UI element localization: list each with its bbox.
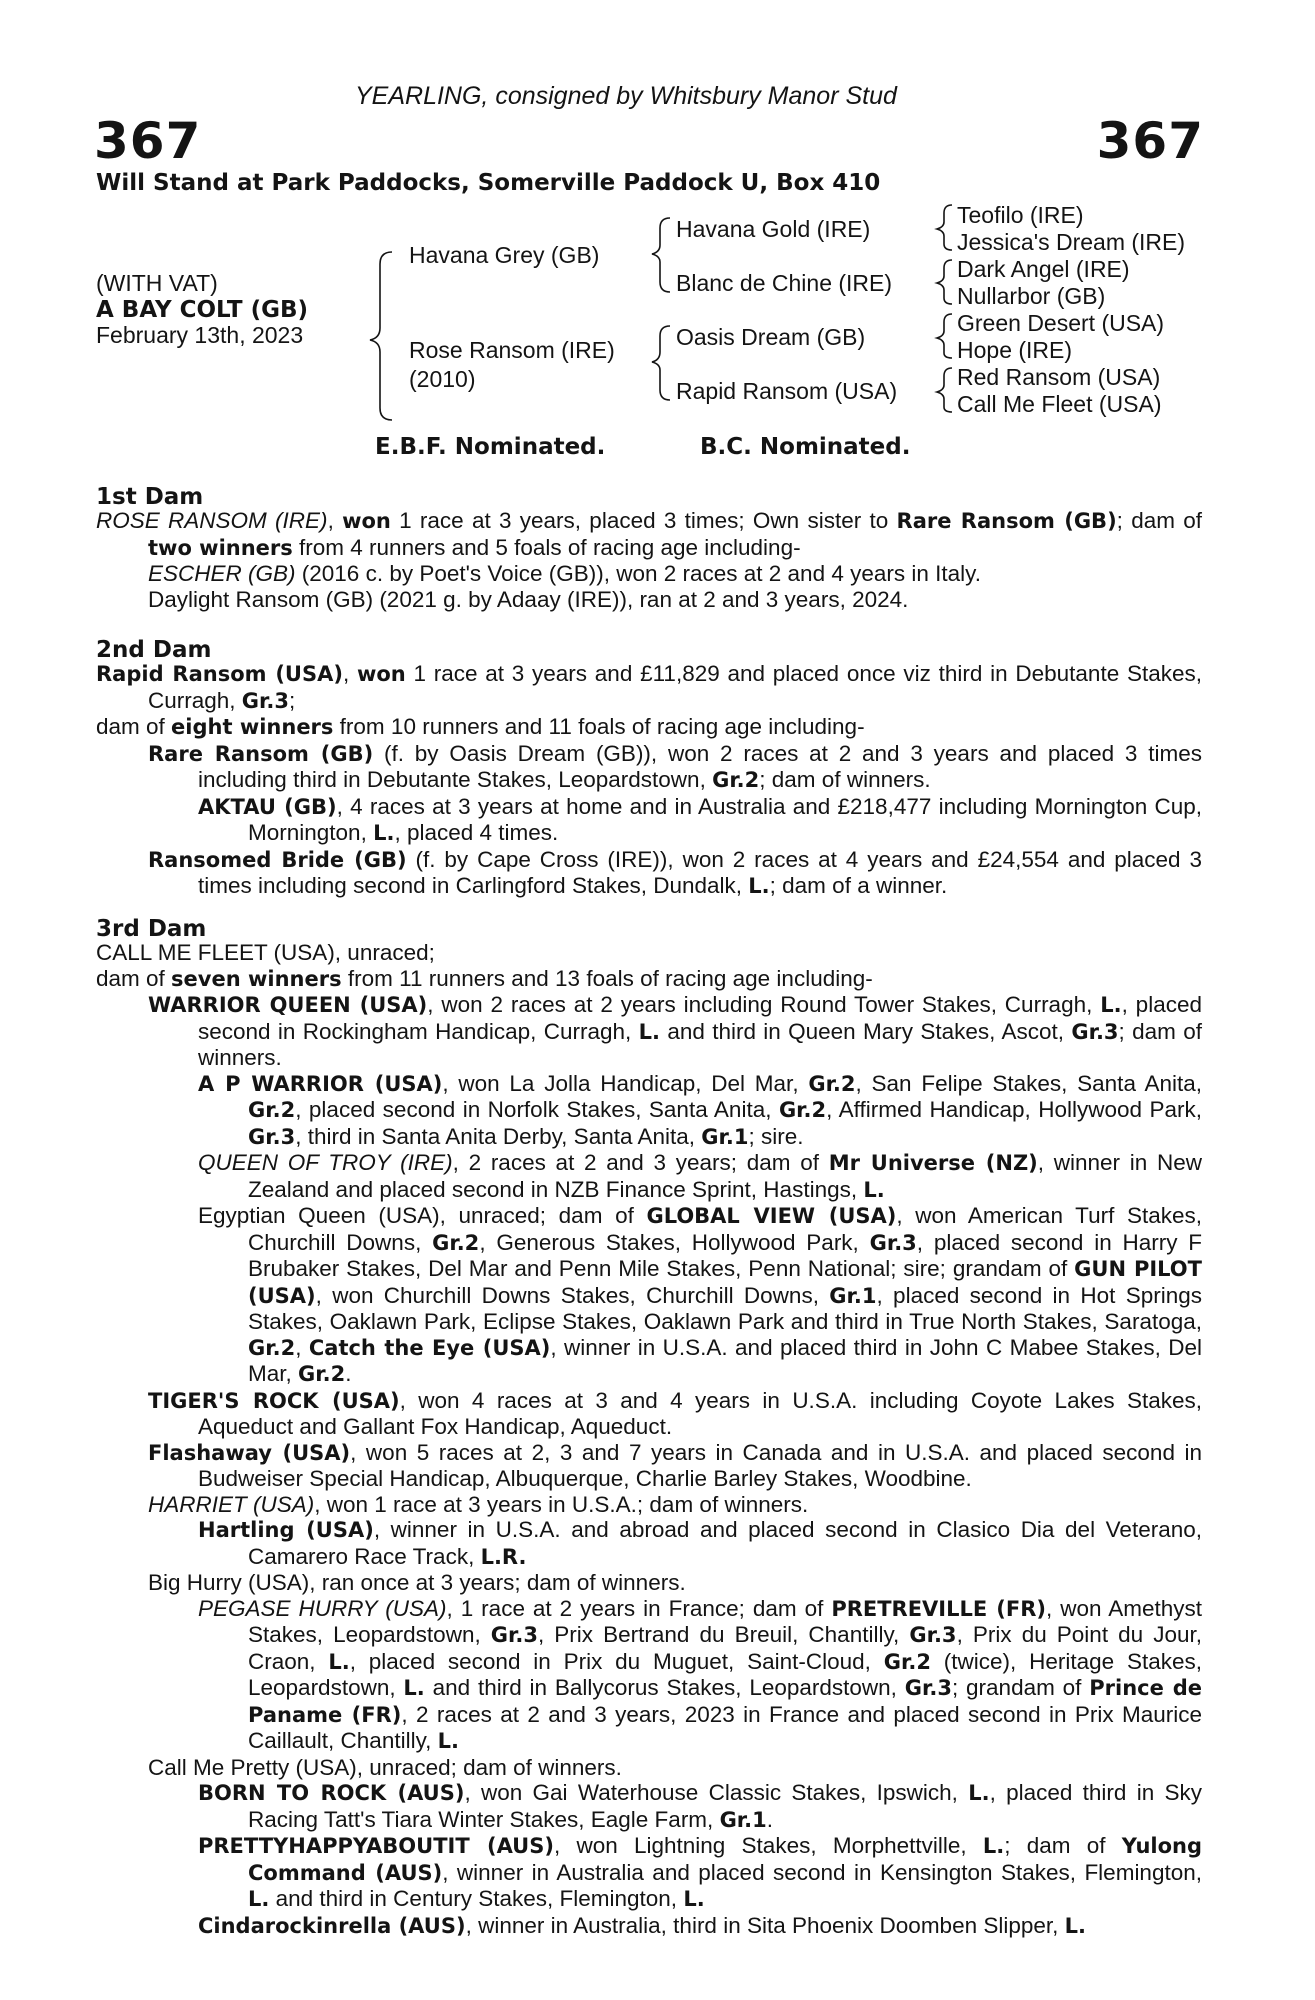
dam-sire: Oasis Dream (GB): [676, 324, 866, 350]
horse-name: A BAY COLT (GB): [96, 297, 309, 323]
second-dam-heading: 2nd Dam: [96, 637, 212, 663]
sire-dam-dam: Nullarbor (GB): [957, 283, 1106, 309]
sire-dam-sire: Dark Angel (IRE): [957, 256, 1130, 282]
second-dam-text: Rapid Ransom (USA), won 1 race at 3 years and £11,829 and placed once viz third in Debutante Stakes, Curragh, Gr.3; dam of eight winners from 10 runners and 11 foals of racing age including- Rare Ransom (GB) (f. by Oasis Dream (GB)), won 2 races at 2 and 3 years and placed 3 times including third in Debutante Stakes, Leopardstown, Gr.2; dam of winners. AKTAU (GB), 4 races at 3 years at home and in Australia and £218,477 including Mornington Cup, Mornington, L., placed 4 times. Ransomed Bride (GB) (f. by Cape Cross (IRE)), won 2 races at 4 years and £24,554 and placed 3 times including second in Carlingford Stakes, Dundalk, L.; dam of a winner.: [96, 661, 1202, 898]
first-dam-text: ROSE RANSOM (IRE), won 1 race at 3 years, placed 3 times; Own sister to Rare Ransom (GB); dam of two winners from 4 runners and 5 foals of racing age including- ESCHER (GB) (2016 c. by Poet's Voice (GB)), won 2 races at 2 and 4 years in Italy. Daylight Ransom (GB) (2021 g. by Adaay (IRE)), ran at 2 and 3 years, 2024.: [96, 508, 1202, 612]
foaling-date: February 13th, 2023: [96, 322, 304, 348]
first-dam-heading: 1st Dam: [96, 484, 204, 510]
vat-note: (WITH VAT): [96, 270, 218, 296]
sire-sire-sire: Teofilo (IRE): [957, 202, 1084, 228]
sire-dam: Blanc de Chine (IRE): [676, 270, 893, 296]
bc-nomination: B.C. Nominated.: [700, 434, 911, 460]
consignment-subtitle: YEARLING, consigned by Whitsbury Manor Stud: [355, 82, 897, 110]
dam-sire-sire: Green Desert (USA): [957, 310, 1165, 336]
lot-number-right: 367: [1096, 112, 1204, 170]
third-dam-heading: 3rd Dam: [96, 916, 207, 942]
ebf-nomination: E.B.F. Nominated.: [375, 434, 606, 460]
dam-dam-sire: Red Ransom (USA): [957, 364, 1161, 390]
dam-year: (2010): [409, 366, 476, 392]
sire: Havana Grey (GB): [409, 242, 600, 268]
dam-sire-dam: Hope (IRE): [957, 337, 1073, 363]
dam-dam: Rapid Ransom (USA): [676, 378, 898, 404]
third-dam-text: CALL ME FLEET (USA), unraced; dam of seven winners from 11 runners and 13 foals of racing age including- WARRIOR QUEEN (USA), won 2 races at 2 years including Round Tower Stakes, Curragh, L., placed second in Rockingham Handicap, Curragh, L. and third in Queen Mary Stakes, Ascot, Gr.3; dam of winners. A P WARRIOR (USA), won La Jolla Handicap, Del Mar, Gr.2, San Felipe Stakes, Santa Anita, Gr.2, placed second in Norfolk Stakes, Santa Anita, Gr.2, Affirmed Handicap, Hollywood Park, Gr.3, third in Santa Anita Derby, Santa Anita, Gr.1; sire. QUEEN OF TROY (IRE), 2 races at 2 and 3 years; dam of Mr Universe (NZ), winner in New Zealand and placed second in NZB Finance Sprint, Hastings, L. Egyptian Queen (USA), unraced; dam of GLOBAL VIEW (USA), won American Turf Stakes, Churchill Downs, Gr.2, Generous Stakes, Hollywood Park, Gr.3, placed second in Harry F Brubaker Stakes, Del Mar and Penn Mile Stakes, Penn National; sire; grandam of GUN PILOT (USA), won Churchill Downs Stakes, Churchill Downs, Gr.1, placed second in Hot Springs Stakes, Oaklawn Park, Eclipse Stakes, Oaklawn Park and third in True North Stakes, Saratoga, Gr.2, Catch the Eye (USA), winner in U.S.A. and placed third in John C Mabee Stakes, Del Mar, Gr.2. TIGER'S ROCK (USA), won 4 races at 3 and 4 years in U.S.A. including Coyote Lakes Stakes, Aqueduct and Gallant Fox Handicap, Aqueduct. Flashaway (USA), won 5 races at 2, 3 and 7 years in Canada and in U.S.A. and placed second in Budweiser Special Handicap, Albuquerque, Charlie Barley Stakes, Woodbine. HARRIET (USA), won 1 race at 3 years in U.S.A.; dam of winners. Hartling (USA), winner in U.S.A. and abroad and placed second in Clasico Dia del Veterano, Camarero Race Track, L.R. Big Hurry (USA), ran once at 3 years; dam of winners. PEGASE HURRY (USA), 1 race at 2 years in France; dam of PRETREVILLE (FR), won Amethyst Stakes, Leopardstown, Gr.3, Prix Bertrand du Breuil, Chantilly, Gr.3, Prix du Point du Jour, Craon, L., placed second in Prix du Muguet, Saint-Cloud, Gr.2 (twice), Heritage Stakes, Leopardstown, L. and third in Ballycorus Stakes, Leopardstown, Gr.3; grandam of Prince de Paname (FR), 2 races at 2 and 3 years, 2023 in France and placed second in Prix Maurice Caillault, Chantilly, L. Call Me Pretty (USA), unraced; dam of winners. BORN TO ROCK (AUS), won Gai Waterhouse Classic Stakes, Ipswich, L., placed third in Sky Racing Tatt's Tiara Winter Stakes, Eagle Farm, Gr.1. PRETTYHAPPYABOUTIT (AUS), won Lightning Stakes, Morphettville, L.; dam of Yulong Command (AUS), winner in Australia and placed second in Kensington Stakes, Flemington, L. and third in Century Stakes, Flemington, L. Cindarockinrella (AUS), winner in Australia, third in Sita Phoenix Doomben Slipper, L.: [96, 940, 1203, 1938]
venue-line: Will Stand at Park Paddocks, Somerville Paddock U, Box 410: [96, 170, 881, 196]
lot-number-left: 367: [94, 112, 202, 170]
sire-sire-dam: Jessica's Dream (IRE): [957, 229, 1186, 255]
sire-sire: Havana Gold (IRE): [676, 216, 871, 242]
dam-dam-dam: Call Me Fleet (USA): [957, 391, 1162, 417]
dam: Rose Ransom (IRE): [409, 337, 615, 363]
